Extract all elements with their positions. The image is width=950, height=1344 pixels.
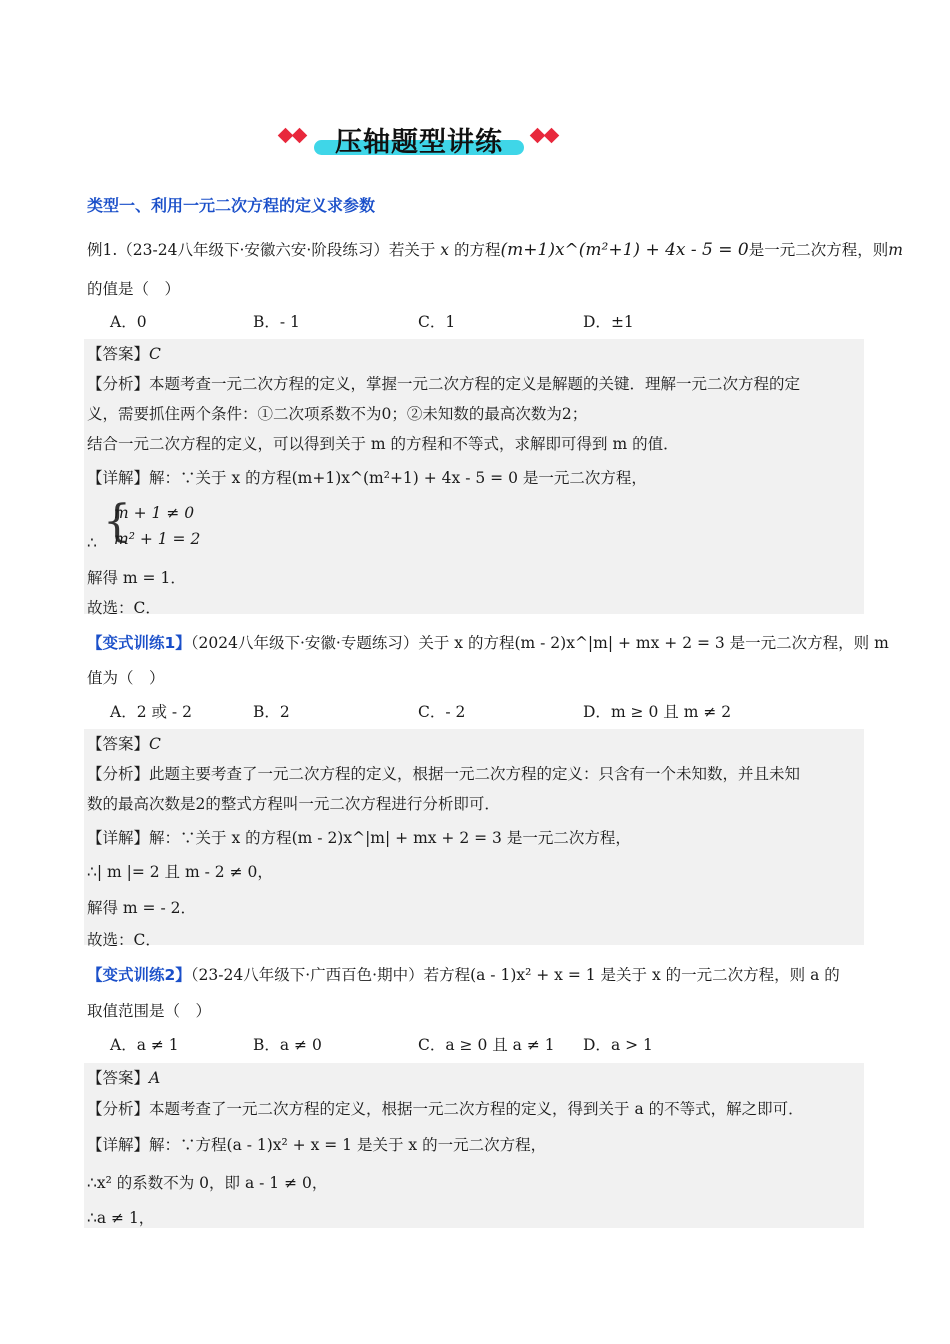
v1-tag: 【变式训练1】	[87, 634, 191, 652]
diamond-icon	[292, 128, 308, 144]
v2-option-c: C．a ≥ 0 且 a ≠ 1	[418, 1036, 555, 1054]
diamond-icon	[544, 128, 560, 144]
v1-option-a: A．2 或 - 2	[110, 703, 192, 721]
v2-stem: 【变式训练2】（23-24八年级下·广西百色·期中）若方程(a - 1)x² + x = 1 是关于 x 的一元二次方程，则 a 的	[87, 966, 840, 984]
ex1-therefore: ∴	[87, 534, 97, 552]
v2-stem-line2: 取值范围是（ ）	[87, 1002, 212, 1020]
v1-option-c: C．- 2	[418, 703, 466, 721]
ex1-label: 例1.	[87, 241, 118, 259]
v1-analysis-2: 数的最高次数是2的整式方程叫一元二次方程进行分析即可．	[87, 795, 500, 813]
v2-detail-3: ∴a ≠ 1，	[87, 1209, 155, 1227]
ex1-analysis-2: 义，需要抓住两个条件：①二次项系数不为0；②未知数的最高次数为2；	[87, 405, 588, 423]
v1-detail-1: 【详解】解：∵关于 x 的方程(m - 2)x^|m| + mx + 2 = 3 是一元二次方程，	[87, 829, 631, 847]
v1-stem-line2: 值为（ ）	[87, 669, 165, 687]
ex1-detail-3: 解得 m = 1．	[87, 569, 186, 587]
ex1-system-eq2: m² + 1 = 2	[114, 530, 201, 548]
ex1-analysis-1: 【分析】本题考查一元二次方程的定义，掌握一元二次方程的定义是解题的关键．理解一元二次方程的定	[87, 375, 801, 393]
v1-answer: 【答案】C	[87, 735, 161, 753]
ex1-option-b: B．- 1	[253, 313, 300, 331]
v1-detail-2: ∴| m |= 2 且 m - 2 ≠ 0，	[87, 863, 273, 881]
ex1-answer: 【答案】C	[87, 345, 161, 363]
ex1-source: （23-24八年级下·安徽六安·阶段练习）	[117, 241, 389, 259]
ex1-analysis-3: 结合一元二次方程的定义，可以得到关于 m 的方程和不等式，求解即可得到 m 的值．	[87, 435, 679, 453]
banner-title: 压轴题型讲练	[335, 127, 503, 158]
ex1-detail-4: 故选：C．	[87, 599, 161, 617]
ex1-detail-1: 【详解】解：∵关于 x 的方程(m+1)x^(m²+1) + 4x - 5 = 0 是一元二次方程，	[87, 469, 647, 487]
ex1-option-d: D．±1	[583, 313, 634, 331]
v1-option-b: B．2	[253, 703, 290, 721]
title-banner	[278, 118, 563, 162]
ex1-option-c: C．1	[418, 313, 456, 331]
ex1-stem-b: 的方程	[453, 241, 501, 259]
v2-option-a: A．a ≠ 1	[110, 1036, 179, 1054]
v1-option-d: D．m ≥ 0 且 m ≠ 2	[583, 703, 732, 721]
v2-analysis-1: 【分析】本题考查了一元二次方程的定义，根据一元二次方程的定义，得到关于 a 的不等式，解之即可．	[87, 1100, 804, 1118]
v1-detail-4: 故选：C．	[87, 931, 161, 949]
v1-analysis-1: 【分析】此题主要考查了一元二次方程的定义，根据一元二次方程的定义：只含有一个未知数，并且未知	[87, 765, 801, 783]
ex1-stem	[87, 238, 903, 260]
ex1-option-a: A．0	[110, 313, 147, 331]
ex1-stem-c: 是一元二次方程，则	[748, 241, 889, 259]
v2-detail-1: 【详解】解：∵方程(a - 1)x² + x = 1 是关于 x 的一元二次方程，	[87, 1136, 547, 1154]
system-brace: {	[103, 496, 131, 547]
v1-stem: 【变式训练1】（2024八年级下·安徽·专题练习）关于 x 的方程(m - 2)x^|m| + mx + 2 = 3 是一元二次方程，则 m	[87, 634, 889, 652]
v2-answer: 【答案】A	[87, 1069, 161, 1087]
ex1-stem-line2: 的值是（ ）	[87, 280, 181, 298]
v2-option-b: B．a ≠ 0	[253, 1036, 322, 1054]
v1-detail-3: 解得 m = - 2．	[87, 899, 196, 917]
ex1-system-eq1: m + 1 ≠ 0	[114, 504, 195, 522]
ex1-var-x: x	[440, 241, 450, 259]
v2-tag: 【变式训练2】	[87, 966, 191, 984]
ex1-var-m: m	[888, 241, 903, 259]
v2-detail-2: ∴x² 的系数不为 0，即 a - 1 ≠ 0，	[87, 1174, 328, 1192]
section-heading: 类型一、利用一元二次方程的定义求参数	[87, 196, 376, 215]
ex1-stem-a: 若关于	[388, 241, 436, 259]
v2-option-d: D．a > 1	[583, 1036, 653, 1054]
ex1-equation: (m+1)x^(m²+1) + 4x - 5 = 0	[500, 240, 749, 260]
